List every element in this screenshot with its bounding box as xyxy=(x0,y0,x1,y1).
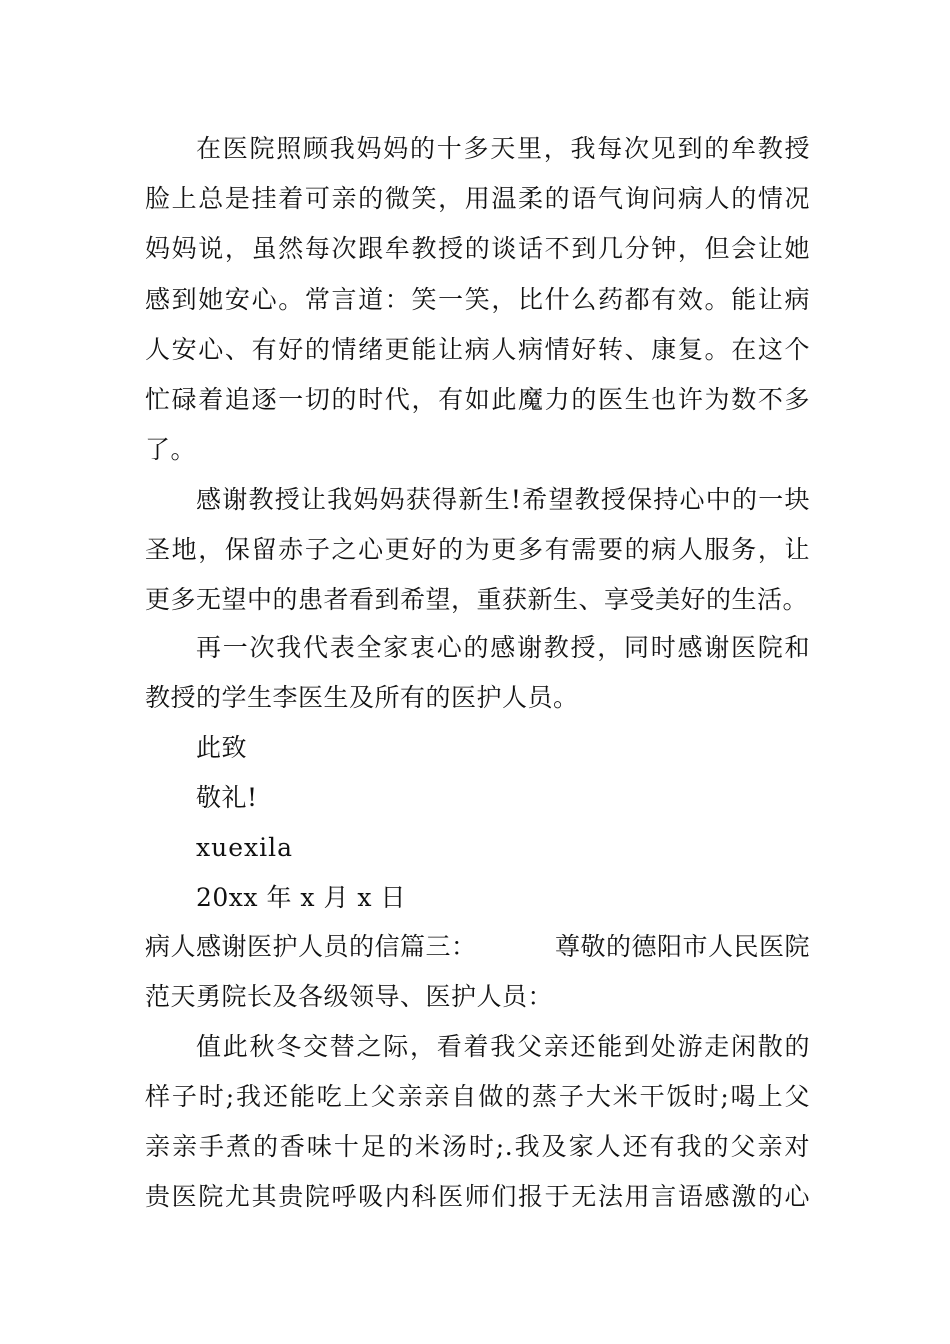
paragraph-1-line-5: 人安心、有好的情绪更能让病人病情好转、康复。在这个 xyxy=(145,335,810,364)
paragraph-1-line-3: 妈妈说，虽然每次跟牟教授的谈话不到几分钟，但会让她 xyxy=(145,234,810,263)
paragraph-1-line-2: 脸上总是挂着可亲的微笑，用温柔的语气询问病人的情况 xyxy=(145,184,810,213)
section-3-heading-row xyxy=(145,931,810,963)
section-3-addressee: 尊敬的德阳市人民医院 xyxy=(554,932,810,961)
paragraph-4-line-1: 值此秋冬交替之际，看着我父亲还能到处游走闲散的 xyxy=(196,1032,810,1061)
closing-regards: 敬礼! xyxy=(196,783,258,812)
paragraph-4-line-2: 样子时;我还能吃上父亲亲自做的蒸子大米干饭时;喝上父 xyxy=(145,1082,810,1111)
paragraph-1-line-6: 忙碌着追逐一切的时代，有如此魔力的医生也许为数不多 xyxy=(145,385,810,414)
signature: xuexila xyxy=(196,833,293,862)
paragraph-2-line-3: 更多无望中的患者看到希望，重获新生、享受美好的生活。 xyxy=(145,585,809,614)
paragraph-3-line-1: 再一次我代表全家衷心的感谢教授，同时感谢医院和 xyxy=(196,633,810,662)
paragraph-1-line-4: 感到她安心。常言道：笑一笑，比什么药都有效。能让病 xyxy=(145,285,810,314)
paragraph-4-line-3: 亲亲手煮的香味十足的米汤时;.我及家人还有我的父亲对 xyxy=(145,1132,810,1161)
paragraph-1-line-1: 在医院照顾我妈妈的十多天里，我每次见到的牟教授 xyxy=(196,134,810,163)
paragraph-2-line-2: 圣地，保留赤子之心更好的为更多有需要的病人服务，让 xyxy=(145,535,810,564)
paragraph-2-line-1: 感谢教授让我妈妈获得新生!希望教授保持心中的一块 xyxy=(196,485,810,514)
section-3-title: 病人感谢医护人员的信篇三： xyxy=(145,932,477,961)
closing-salutation: 此致 xyxy=(196,733,248,762)
section-3-addressee-continued: 范天勇院长及各级领导、医护人员： xyxy=(145,982,554,1011)
paragraph-1-line-7: 了。 xyxy=(145,435,197,464)
paragraph-3-line-2: 教授的学生李医生及所有的医护人员。 xyxy=(145,683,579,712)
paragraph-4-line-4: 贵医院尤其贵院呼吸内科医师们报于无法用言语感激的心 xyxy=(145,1182,810,1211)
date: 20xx 年 x 月 x 日 xyxy=(196,883,406,912)
